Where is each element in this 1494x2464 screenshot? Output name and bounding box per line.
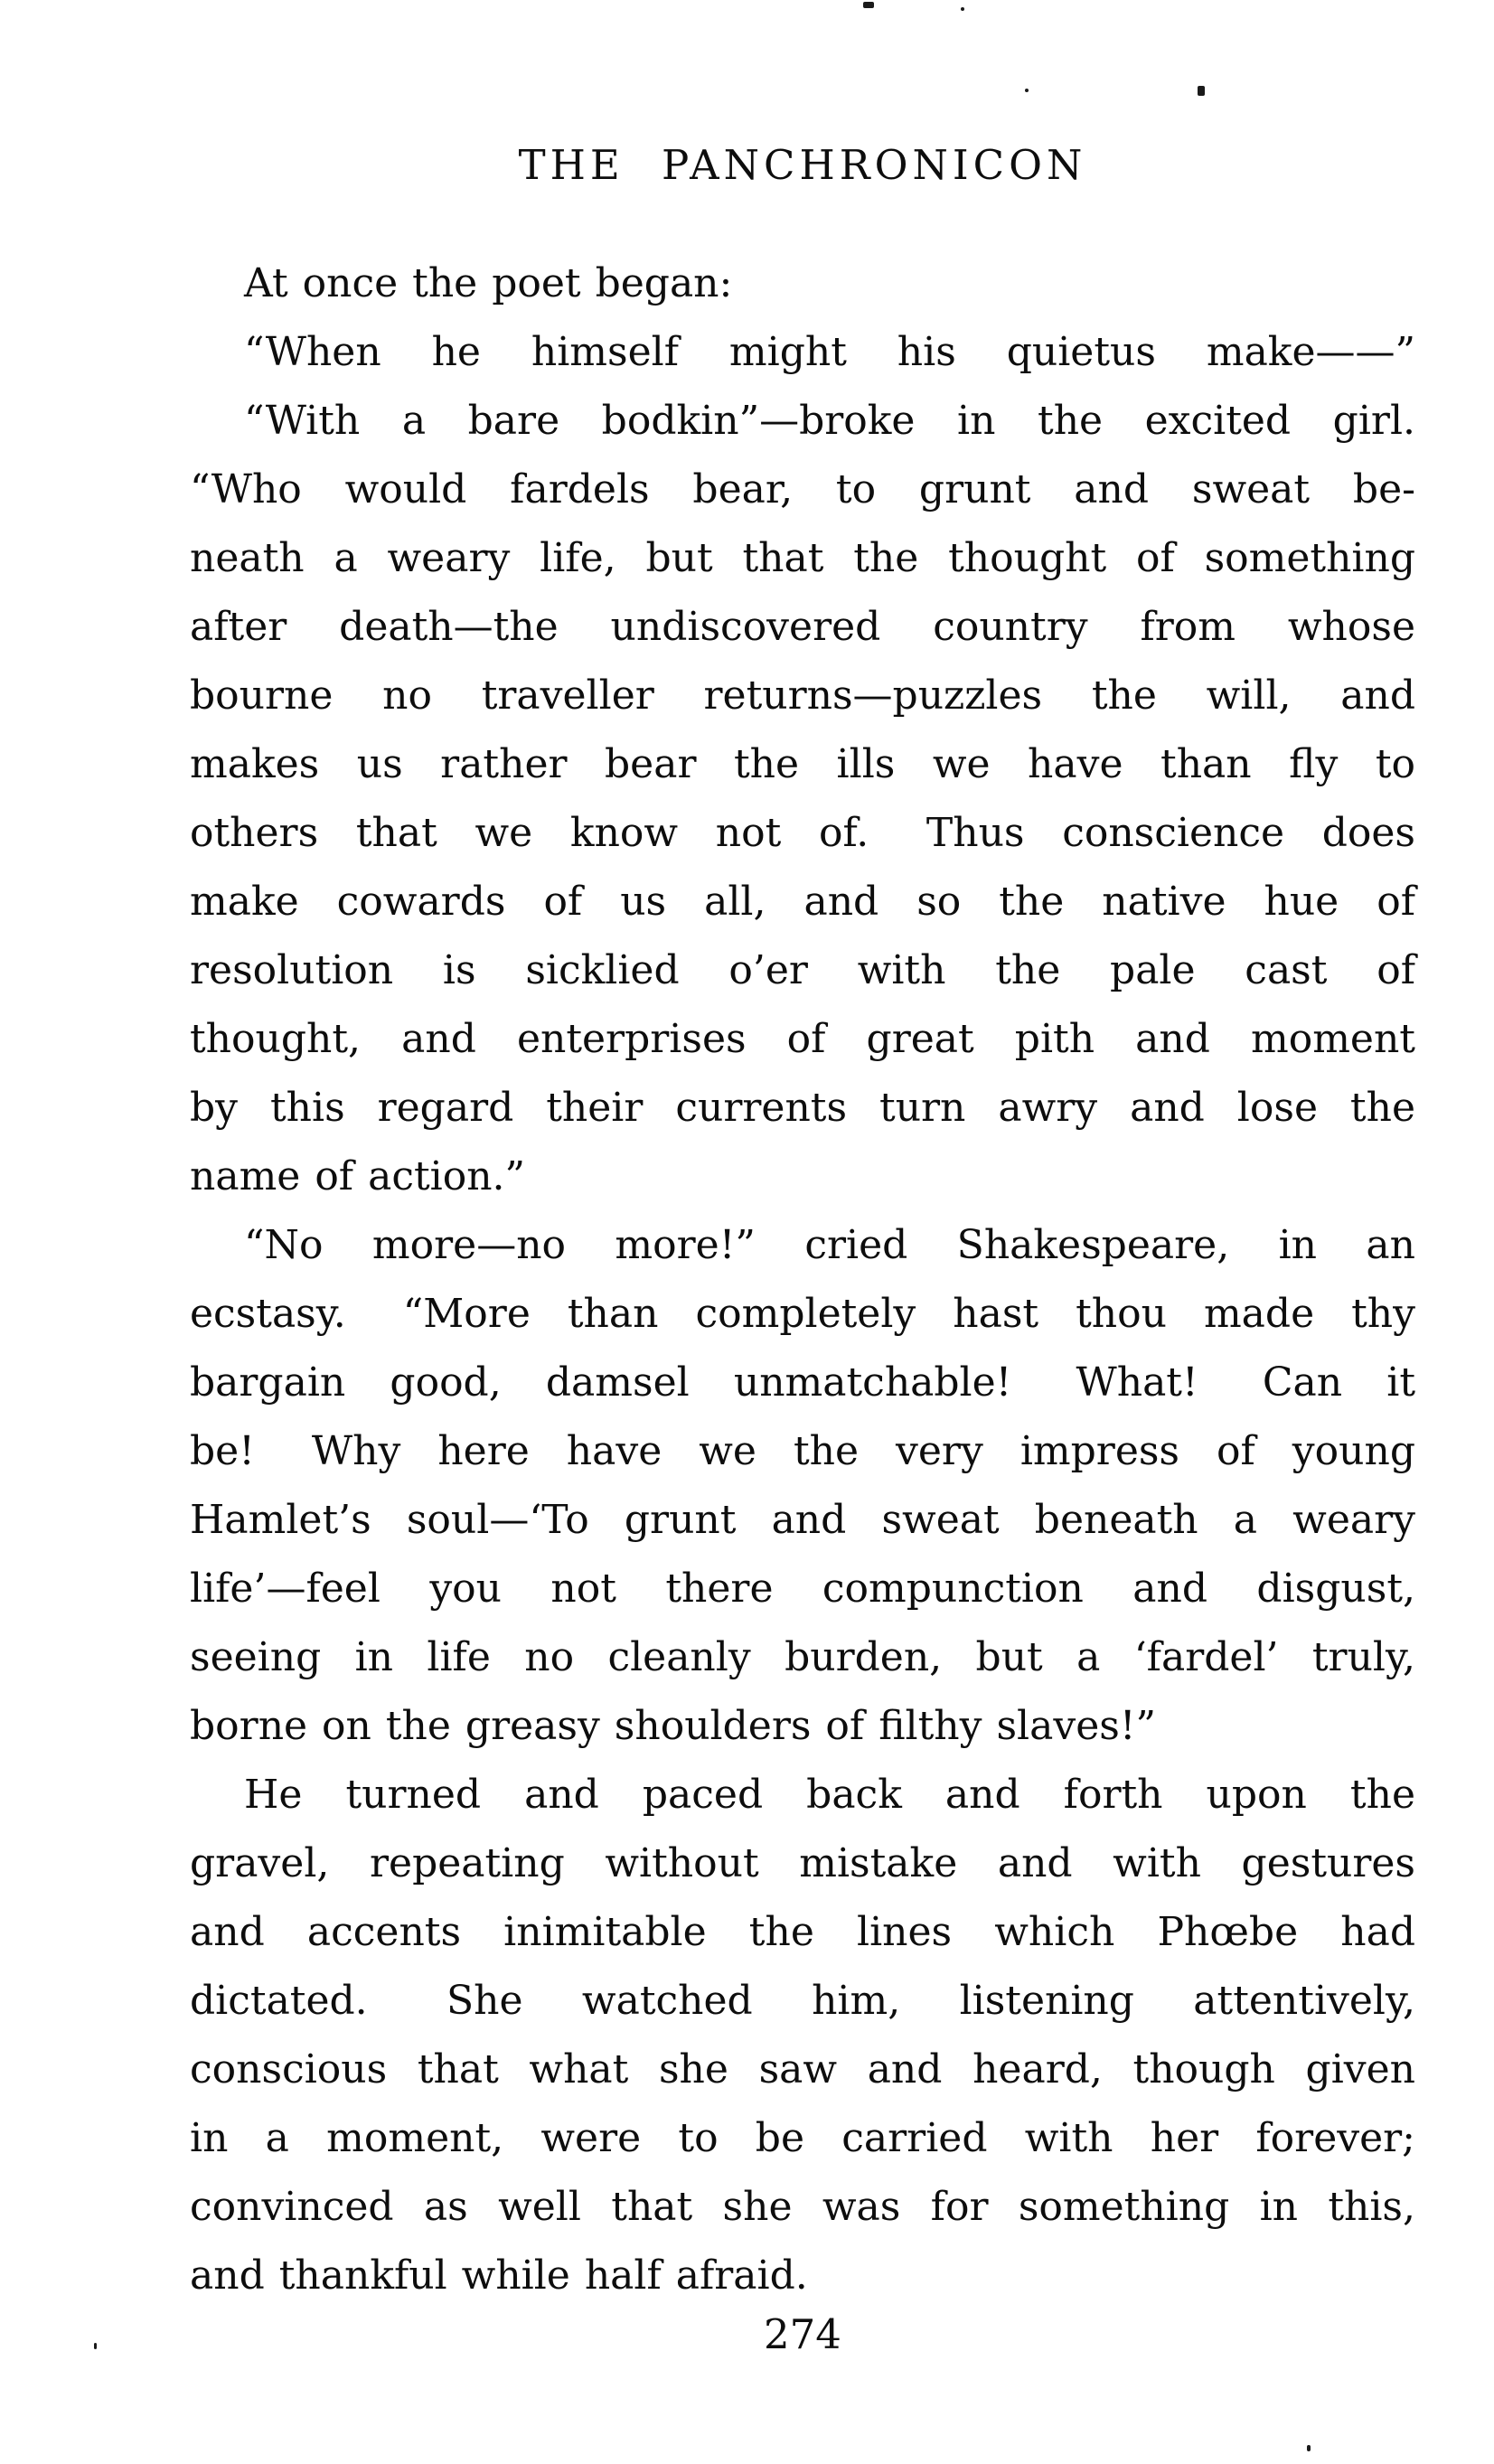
running-head: THE PANCHRONICON <box>518 141 1087 189</box>
text-line: bargain good, damsel unmatchable! What! Can it <box>190 1359 1415 1406</box>
text-line: life’—feel you not there compunction and disgust, <box>190 1566 1415 1612</box>
text-line: and thankful while half afraid. <box>190 2252 808 2299</box>
text-line: thought, and enterprises of great pith and moment <box>190 1016 1415 1062</box>
text-line: neath a weary life, but that the thought of something <box>190 535 1415 581</box>
text-line: ecstasy. “More than completely hast thou made thy <box>190 1291 1415 1337</box>
text-line: conscious that what she saw and heard, though given <box>190 2046 1415 2093</box>
scan-speck <box>961 7 964 11</box>
text-line: others that we know not of. Thus conscience does <box>190 810 1415 856</box>
text-line: name of action.” <box>190 1153 526 1199</box>
text-line: after death—the undiscovered country from whose <box>190 604 1415 650</box>
text-line: gravel, repeating without mistake and with gestures <box>190 1840 1415 1886</box>
scan-speck <box>863 2 874 8</box>
text-line: bourne no traveller returns—puzzles the will, and <box>190 672 1415 719</box>
scan-speck <box>94 2343 97 2349</box>
paragraph-1 <box>190 249 1415 318</box>
text-line: resolution is sicklied o’er with the pale cast of <box>190 947 1415 993</box>
text-line: borne on the greasy shoulders of filthy slaves!” <box>190 1703 1157 1749</box>
text-line: seeing in life no cleanly burden, but a ‘fardel’ truly, <box>190 1634 1415 1680</box>
text-line: convinced as well that she was for something in this, <box>190 2184 1415 2230</box>
text-line: “With a bare bodkin”—broke in the excited girl. <box>244 398 1415 444</box>
scan-speck <box>1307 2445 1311 2451</box>
text-line: makes us rather bear the ills we have than fly to <box>190 741 1415 787</box>
text-line: make cowards of us all, and so the native hue of <box>190 879 1415 925</box>
paragraph-6 <box>190 1761 1415 2310</box>
scan-speck <box>1025 89 1029 92</box>
text-line: “When he himself might his quietus make——” <box>244 329 1415 375</box>
text-line: dictated. She watched him, listening attentively, <box>190 1978 1415 2024</box>
text-line: be! Why here have we the very impress of young <box>190 1428 1415 1474</box>
text-line: in a moment, were to be carried with her forever; <box>190 2115 1415 2161</box>
text-line: At once the poet began: <box>244 260 733 306</box>
page-number: 274 <box>764 2310 841 2358</box>
paragraph-4 <box>190 456 1415 1211</box>
scan-speck <box>1198 86 1205 96</box>
text-line: Hamlet’s soul—‘To grunt and sweat beneath a weary <box>190 1497 1415 1543</box>
paragraph-2 <box>190 318 1415 387</box>
text-line: “No more—no more!” cried Shakespeare, in an <box>244 1222 1415 1268</box>
paragraph-5 <box>190 1211 1415 1761</box>
text-block <box>190 249 1415 2310</box>
text-line: by this regard their currents turn awry and lose the <box>190 1085 1415 1131</box>
text-line: He turned and paced back and forth upon the <box>244 1772 1415 1818</box>
text-line: “Who would fardels bear, to grunt and sweat be- <box>190 466 1415 513</box>
text-line: and accents inimitable the lines which Phœbe had <box>190 1909 1415 1955</box>
paragraph-3 <box>190 387 1415 456</box>
